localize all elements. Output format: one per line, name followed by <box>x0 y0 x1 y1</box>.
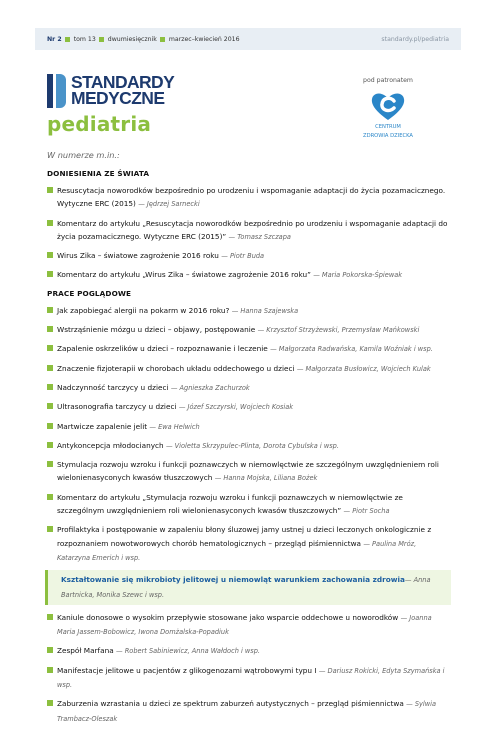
patronage-label: pod patronatem <box>363 77 413 84</box>
article-authors: — Ewa Helwich <box>149 422 200 431</box>
bullet-square-icon <box>47 667 53 673</box>
list-item[interactable] <box>47 697 451 726</box>
article-title: Zaburzenia wzrastania u dzieci ze spektrum zaburzeń autystycznych – przegląd piśmiennictwa <box>57 699 404 709</box>
frequency: dwumiesięcznik <box>107 35 157 43</box>
article-title: Wirus Zika – światowe zagrożenie 2016 roku <box>57 251 219 261</box>
bullet-square-icon <box>47 271 53 277</box>
article-title: Ultrasonografia tarczycy u dzieci <box>57 402 177 412</box>
article-authors: — Józef Szczyrski, Wojciech Kosiak <box>178 403 294 412</box>
article-title: Martwicze zapalenie jelit <box>57 421 148 431</box>
issue-number: Nr 2 <box>47 35 62 43</box>
article-authors: — Violetta Skrzypulec-Plinta, Dorota Cybulska i wsp. <box>165 441 339 450</box>
list-item[interactable] <box>47 439 451 453</box>
bullet-square-icon <box>47 461 53 467</box>
article-title: Nadczynność tarczycy u dzieci <box>57 382 169 392</box>
journal-subtitle: pediatria <box>47 112 152 136</box>
bullet-square-icon <box>47 326 53 332</box>
journal-logo <box>47 74 174 108</box>
bullet-square-icon <box>160 37 165 42</box>
list-item[interactable] <box>47 323 451 337</box>
featured-article-title: Kształtowanie się mikrobioty jelitowej u niemowląt warunkiem zachowania zdrowia <box>61 575 405 585</box>
bullet-square-icon <box>47 423 53 429</box>
article-title: Znaczenie fizjoterapii w chorobach układu oddechowego u dzieci <box>57 363 295 373</box>
article-authors: — Sylwia Trambacz-Oleszak <box>57 700 437 723</box>
list-item[interactable] <box>47 184 451 212</box>
bullet-square-icon <box>47 614 53 620</box>
article-authors: — Jędrzej Sarnecki <box>138 200 200 209</box>
article-authors: — Małgorzata Radwańska, Kamila Woźniak i wsp. <box>270 345 433 354</box>
article-title: Jak zapobiegać alergii na pokarm w 2016 roku? <box>57 305 230 315</box>
article-title: Komentarz do artykułu „Resuscytacja noworodków bezpośrednio po urodzeniu i wspomaganie adaptacji do życia pozamacicznego. Wytyczne ERC (2015)” <box>57 218 448 241</box>
logo-mark-icon <box>47 74 67 108</box>
list-item[interactable] <box>47 249 451 263</box>
featured-article-authors: — Anna Bartnicka, Monika Szewc i wsp. <box>61 576 431 599</box>
article-authors: — Joanna Maria Jassem-Bobowicz, Iwona Domżalska-Popadiuk <box>57 613 432 637</box>
period: marzec–kwiecień 2016 <box>168 35 240 43</box>
bullet-square-icon <box>47 647 53 653</box>
article-title: Zespół Marfana <box>57 646 114 656</box>
featured-article[interactable] <box>45 570 451 605</box>
volume: tom 13 <box>73 35 96 43</box>
bullet-square-icon <box>47 365 53 371</box>
article-title: Antykoncepcja młodocianych <box>57 440 164 450</box>
article-authors: — Maria Pokorska-Śpiewak <box>313 271 403 280</box>
list-item[interactable] <box>47 268 451 282</box>
bullet-square-icon <box>47 187 53 193</box>
list-item[interactable] <box>47 217 451 245</box>
patron-org-line-2: ZDROWIA DZIECKA <box>363 133 413 139</box>
article-authors: — Małgorzata Busłowicz, Wojciech Kulak <box>296 364 431 373</box>
bullet-square-icon <box>65 37 70 42</box>
bullet-square-icon <box>47 700 53 706</box>
article-title: Komentarz do artykułu „Stymulacja rozwoju wzroku i funkcji poznawczych w niemowlęctwie ze szczególnym uwzględnieniem roli wielonienasyconych kwasów tłuszczowych” <box>57 492 403 516</box>
list-item[interactable] <box>47 611 451 640</box>
bullet-square-icon <box>47 252 53 258</box>
patron-org-line-1: CENTRUM <box>375 124 401 130</box>
section-heading: PRACE POGLĄDOWE <box>47 288 132 298</box>
bullet-square-icon <box>47 403 53 409</box>
list-item[interactable] <box>47 644 451 658</box>
bullet-square-icon <box>47 442 53 448</box>
article-authors: — Tomasz Szczapa <box>228 232 291 241</box>
article-title: Profilaktyka i postępowanie w zapaleniu błony śluzowej jamy ustnej u dzieci leczonych onkologicznie z rozpoznaniem nowotworowych chorób hematologicznych – przegląd piśmiennictwa <box>57 525 432 548</box>
bullet-square-icon <box>47 220 53 226</box>
article-title: Manifestacje jelitowe u pacjentów z glikogenozami wątrobowymi typu I <box>57 665 317 675</box>
article-authors: — Piotr Socha <box>343 507 390 516</box>
section-heading: DONIESIENIA ZE ŚWIATA <box>47 169 150 178</box>
list-item[interactable] <box>47 381 451 395</box>
table-of-contents <box>47 168 451 731</box>
patronage-block <box>352 77 424 140</box>
list-item[interactable] <box>47 400 451 414</box>
article-authors: — Agnieszka Zachurzok <box>170 383 250 392</box>
list-item[interactable] <box>47 458 451 486</box>
list-item[interactable] <box>47 523 451 565</box>
article-title: Kaniule donosowe o wysokim przepływie stosowane jako wsparcie oddechowe u noworodków <box>57 612 399 622</box>
bullet-square-icon <box>47 494 53 500</box>
logo-line-1: STANDARDY <box>71 72 175 92</box>
article-authors: — Robert Sabiniewicz, Anna Wałdoch i wsp. <box>116 647 261 656</box>
intro-text: W numerze m.in.: <box>47 150 120 160</box>
logo-line-2: MEDYCZNE <box>71 88 165 108</box>
list-item[interactable] <box>47 491 451 519</box>
article-title: Wstrząśnienie mózgu u dzieci – objawy, postępowanie <box>57 325 256 335</box>
issue-bar <box>35 28 461 50</box>
article-authors: — Dariusz Rokicki, Edyta Szymańska i wsp. <box>57 666 445 690</box>
article-authors: — Hanna Szajewska <box>231 306 299 315</box>
article-title: Zapalenie oskrzelików u dzieci – rozpoznawanie i leczenie <box>57 344 268 354</box>
bullet-square-icon <box>47 345 53 351</box>
list-item[interactable] <box>47 342 451 356</box>
bullet-square-icon <box>47 526 53 532</box>
article-title: Resuscytacja noworodków bezpośrednio po urodzeniu i wspomaganie adaptacji do życia pozamacicznego. Wytyczne ERC (2015) <box>57 186 446 209</box>
article-authors: — Piotr Buda <box>221 252 265 261</box>
bullet-square-icon <box>99 37 104 42</box>
journal-url[interactable]: standardy.pl/pediatria <box>381 35 449 43</box>
article-authors: — Krzysztof Strzyżewski, Przemysław Mańkowski <box>257 326 420 335</box>
list-item[interactable] <box>47 664 451 693</box>
heart-logo-icon <box>369 90 407 122</box>
list-item[interactable] <box>47 420 451 434</box>
bullet-square-icon <box>47 307 53 313</box>
article-title: Stymulacja rozwoju wzroku i funkcji poznawczych w niemowlęctwie ze szczególnym uwzględnieniem roli wielonienasyconych kwasów tłuszczowych <box>57 460 439 483</box>
article-authors: — Hanna Mojska, Liliana Bożek <box>214 474 318 483</box>
article-authors: — Paulina Mróz, Katarzyna Emerich i wsp. <box>57 539 417 562</box>
list-item[interactable] <box>47 362 451 376</box>
bullet-square-icon <box>47 384 53 390</box>
article-title: Komentarz do artykułu „Wirus Zika – światowe zagrożenie 2016 roku” <box>57 270 311 280</box>
list-item[interactable] <box>47 304 451 318</box>
